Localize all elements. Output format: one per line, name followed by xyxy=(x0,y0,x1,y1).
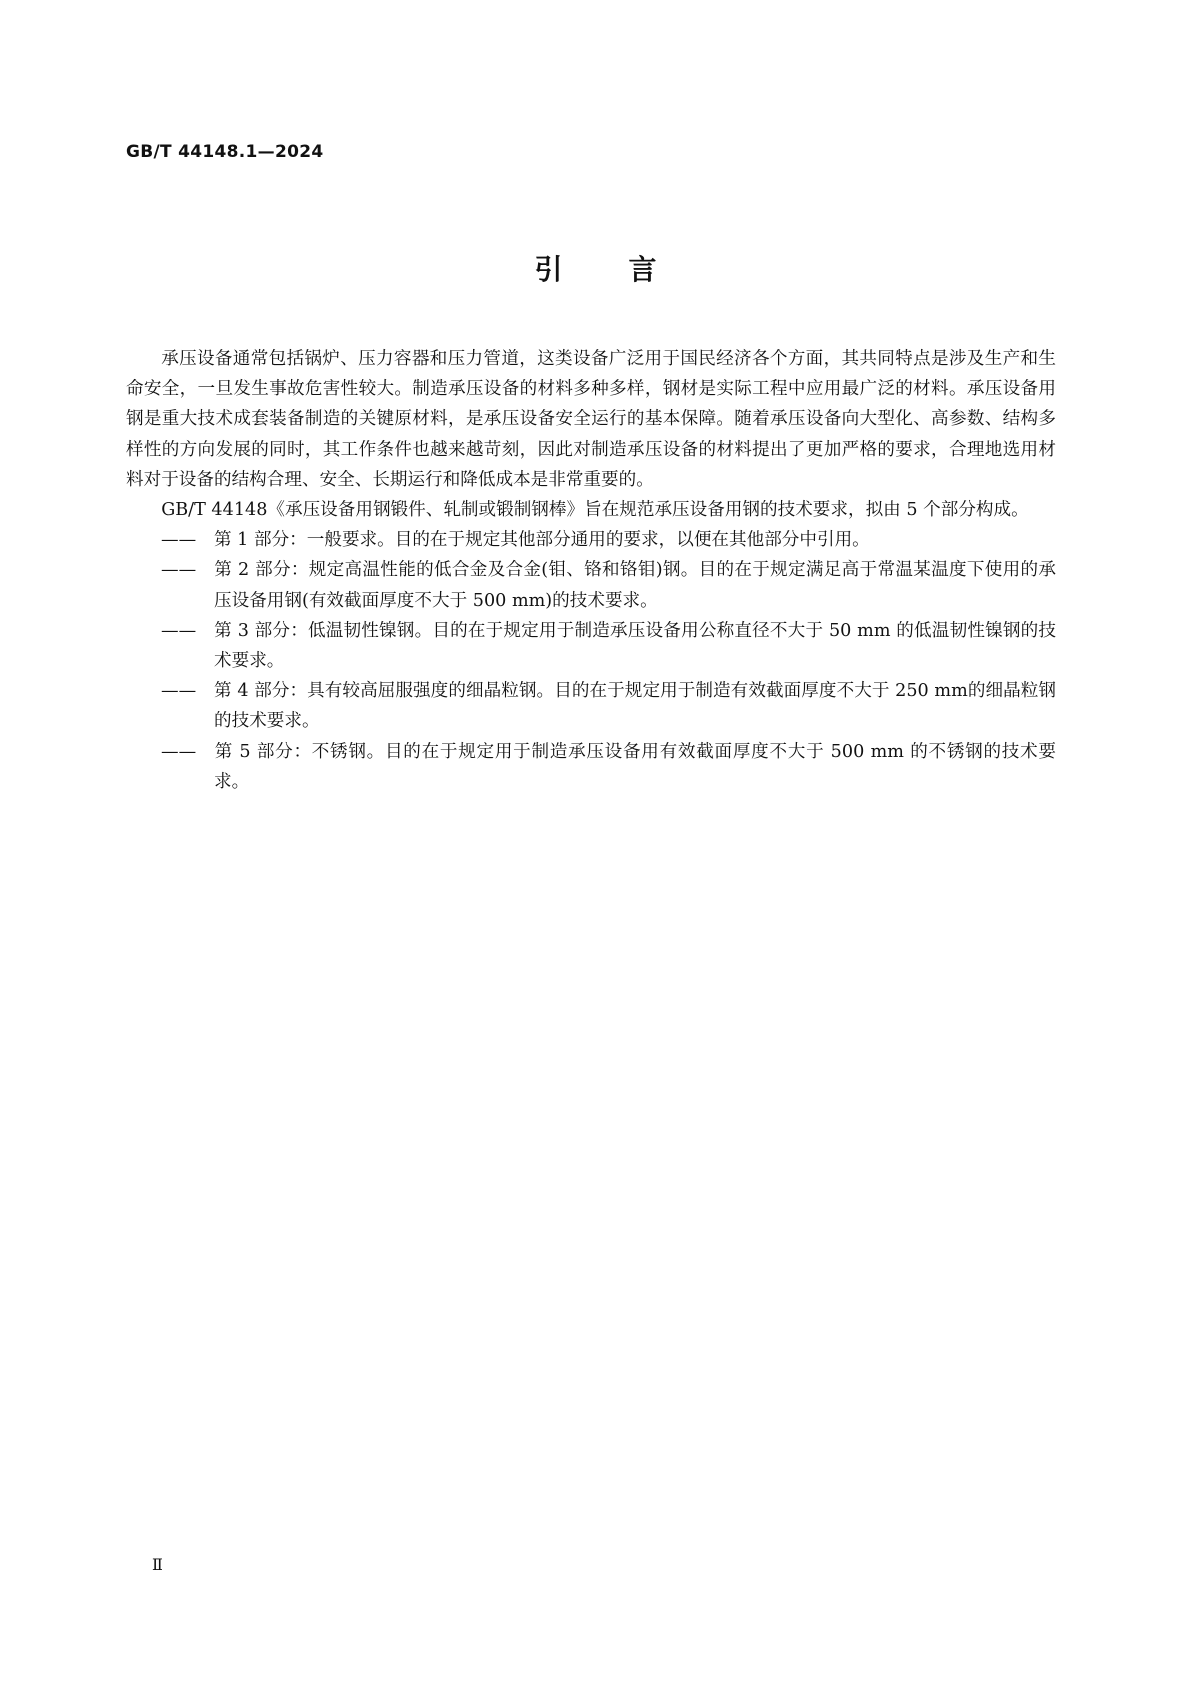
list-dash: —— xyxy=(161,681,197,702)
list-item-text: 第 2 部分：规定高温性能的低合金及合金(钼、铬和铬钼)钢。目的在于规定满足高于常温某温度下使用的承压设备用钢(有效截面厚度不大于 500 mm)的技术要求。 xyxy=(214,560,1056,611)
list-dash: —— xyxy=(161,620,197,641)
title-char-1: 引 xyxy=(534,253,563,286)
title-char-2: 言 xyxy=(628,253,657,286)
paragraph-1: 承压设备通常包括锅炉、压力容器和压力管道，这类设备广泛用于国民经济各个方面，其共同特点是涉及生产和生命安全，一旦发生事故危害性较大。制造承压设备的材料多种多样，钢材是实际工程中应用最广泛的材料。承压设备用钢是重大技术成套装备制造的关键原材料，是承压设备安全运行的基本保障。随着承压设备向大型化、高参数、结构多样性的方向发展的同时，其工作条件也越来越苛刻，因此对制造承压设备的材料提出了更加严格的要求，合理地选用材料对于设备的结构合理、安全、长期运行和降低成本是非常重要的。 xyxy=(126,349,1056,490)
list-item-text: 第 3 部分：低温韧性镍钢。目的在于规定用于制造承压设备用公称直径不大于 50 mm 的低温韧性镍钢的技术要求。 xyxy=(214,620,1056,672)
list-dash: —— xyxy=(161,560,197,581)
paragraph-2: GB/T 44148《承压设备用钢锻件、轧制或锻制钢棒》旨在规范承压设备用钢的技术要求，拟由 5 个部分构成。 xyxy=(161,500,1029,521)
list-dash: —— xyxy=(161,530,197,551)
document-number: GB/T 44148.1—2024 xyxy=(126,142,324,162)
list-dash: —— xyxy=(161,741,197,762)
list-item-text: 第 5 部分：不锈钢。目的在于规定用于制造承压设备用有效截面厚度不大于 500 mm 的不锈钢的技术要求。 xyxy=(214,741,1056,792)
document-body xyxy=(126,344,1056,797)
list-item-text: 第 4 部分：具有较高屈服强度的细晶粒钢。目的在于规定用于制造有效截面厚度不大于 250 mm的细晶粒钢的技术要求。 xyxy=(214,681,1056,732)
page-number: Ⅱ xyxy=(152,1555,163,1574)
list-item-part-5 xyxy=(126,737,1056,797)
page-title xyxy=(0,248,1191,288)
list-item-part-2 xyxy=(126,555,1056,615)
list-item-text: 第 1 部分：一般要求。目的在于规定其他部分通用的要求，以便在其他部分中引用。 xyxy=(214,530,870,551)
list-item-part-3 xyxy=(126,616,1056,676)
list-item-part-4 xyxy=(126,676,1056,736)
list-item-part-1 xyxy=(126,525,1056,555)
